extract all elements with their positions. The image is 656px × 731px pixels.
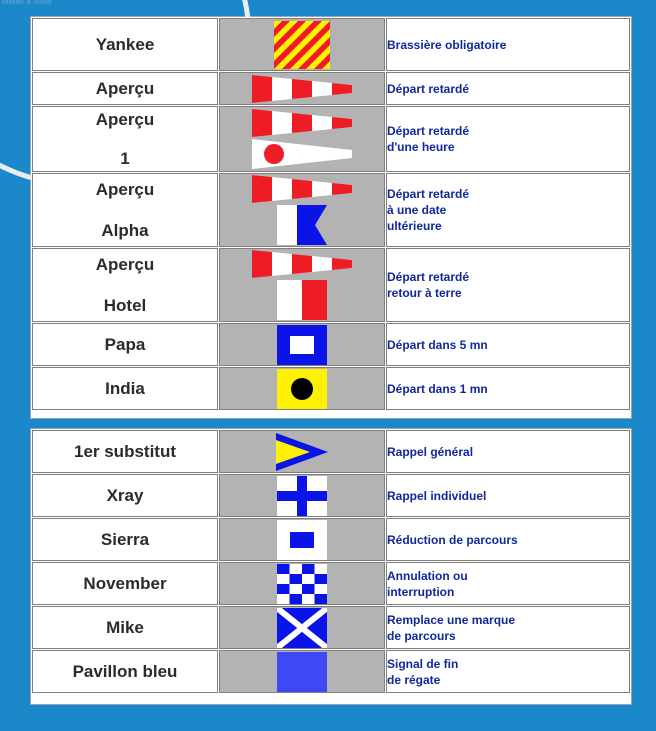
table-row (32, 72, 630, 105)
flag-name: Sierra (32, 518, 218, 561)
flag-name: 1er substitut (32, 430, 218, 473)
flag-name: November (32, 562, 218, 605)
flag-meaning: Départ dans 5 mn (386, 323, 630, 366)
flag-cell (219, 173, 385, 247)
race-signals-table (31, 429, 631, 694)
india-flag-icon (277, 369, 327, 409)
table-row (32, 173, 630, 247)
pennant-one-icon (252, 139, 352, 169)
flag-name: Yankee (32, 18, 218, 71)
flag-meaning: Remplace une marque de parcours (386, 606, 630, 649)
flag-cell (219, 248, 385, 322)
flag-cell (219, 106, 385, 172)
flag-cell (219, 606, 385, 649)
flag-cell (219, 72, 385, 105)
sierra-flag-icon (277, 520, 327, 560)
corner-label: Métier à tisser (2, 0, 53, 6)
flag-meaning: Départ retardé à une date ultérieure (386, 173, 630, 247)
table-row (32, 650, 630, 693)
table-row (32, 248, 630, 322)
hotel-flag-icon (277, 280, 327, 320)
mike-flag-icon (277, 608, 327, 648)
flag-cell (219, 518, 385, 561)
table-row (32, 106, 630, 172)
flag-name: Aperçu Alpha (32, 173, 218, 247)
flag-meaning: Brassière obligatoire (386, 18, 630, 71)
flag-meaning: Rappel individuel (386, 474, 630, 517)
flag-cell (219, 18, 385, 71)
xray-flag-icon (277, 476, 327, 516)
flag-name: Pavillon bleu (32, 650, 218, 693)
flag-cell (219, 430, 385, 473)
flag-meaning: Annulation ou interruption (386, 562, 630, 605)
table-row (32, 562, 630, 605)
answering-pennant-icon (252, 250, 352, 278)
flag-name: Papa (32, 323, 218, 366)
flag-name: Mike (32, 606, 218, 649)
flag-cell (219, 323, 385, 366)
flag-name: Aperçu 1 (32, 106, 218, 172)
flag-name: Xray (32, 474, 218, 517)
table-row (32, 518, 630, 561)
flag-meaning: Départ retardé d'une heure (386, 106, 630, 172)
flag-meaning: Départ dans 1 mn (386, 367, 630, 410)
starting-signals-panel (30, 16, 632, 419)
flag-name: Aperçu (32, 72, 218, 105)
table-row (32, 323, 630, 366)
flag-cell (219, 474, 385, 517)
november-flag-icon (277, 564, 327, 604)
table-row (32, 606, 630, 649)
flag-cell (219, 367, 385, 410)
answering-pennant-icon (252, 75, 352, 103)
flag-meaning: Départ retardé retour à terre (386, 248, 630, 322)
table-row (32, 18, 630, 71)
flag-meaning: Rappel général (386, 430, 630, 473)
race-signals-panel (30, 428, 632, 705)
flag-cell (219, 562, 385, 605)
alpha-flag-icon (277, 205, 327, 245)
papa-flag-icon (277, 325, 327, 365)
answering-pennant-icon (252, 109, 352, 137)
first-substitute-flag-icon (276, 433, 328, 471)
table-row (32, 367, 630, 410)
flag-meaning: Réduction de parcours (386, 518, 630, 561)
answering-pennant-icon (252, 175, 352, 203)
starting-signals-table (31, 17, 631, 411)
flag-meaning: Signal de fin de régate (386, 650, 630, 693)
flag-name: India (32, 367, 218, 410)
flag-meaning: Départ retardé (386, 72, 630, 105)
yankee-flag-icon (274, 21, 330, 69)
table-row (32, 430, 630, 473)
flag-cell (219, 650, 385, 693)
blue-flag-icon (277, 652, 327, 692)
flag-name: Aperçu Hotel (32, 248, 218, 322)
table-row (32, 474, 630, 517)
